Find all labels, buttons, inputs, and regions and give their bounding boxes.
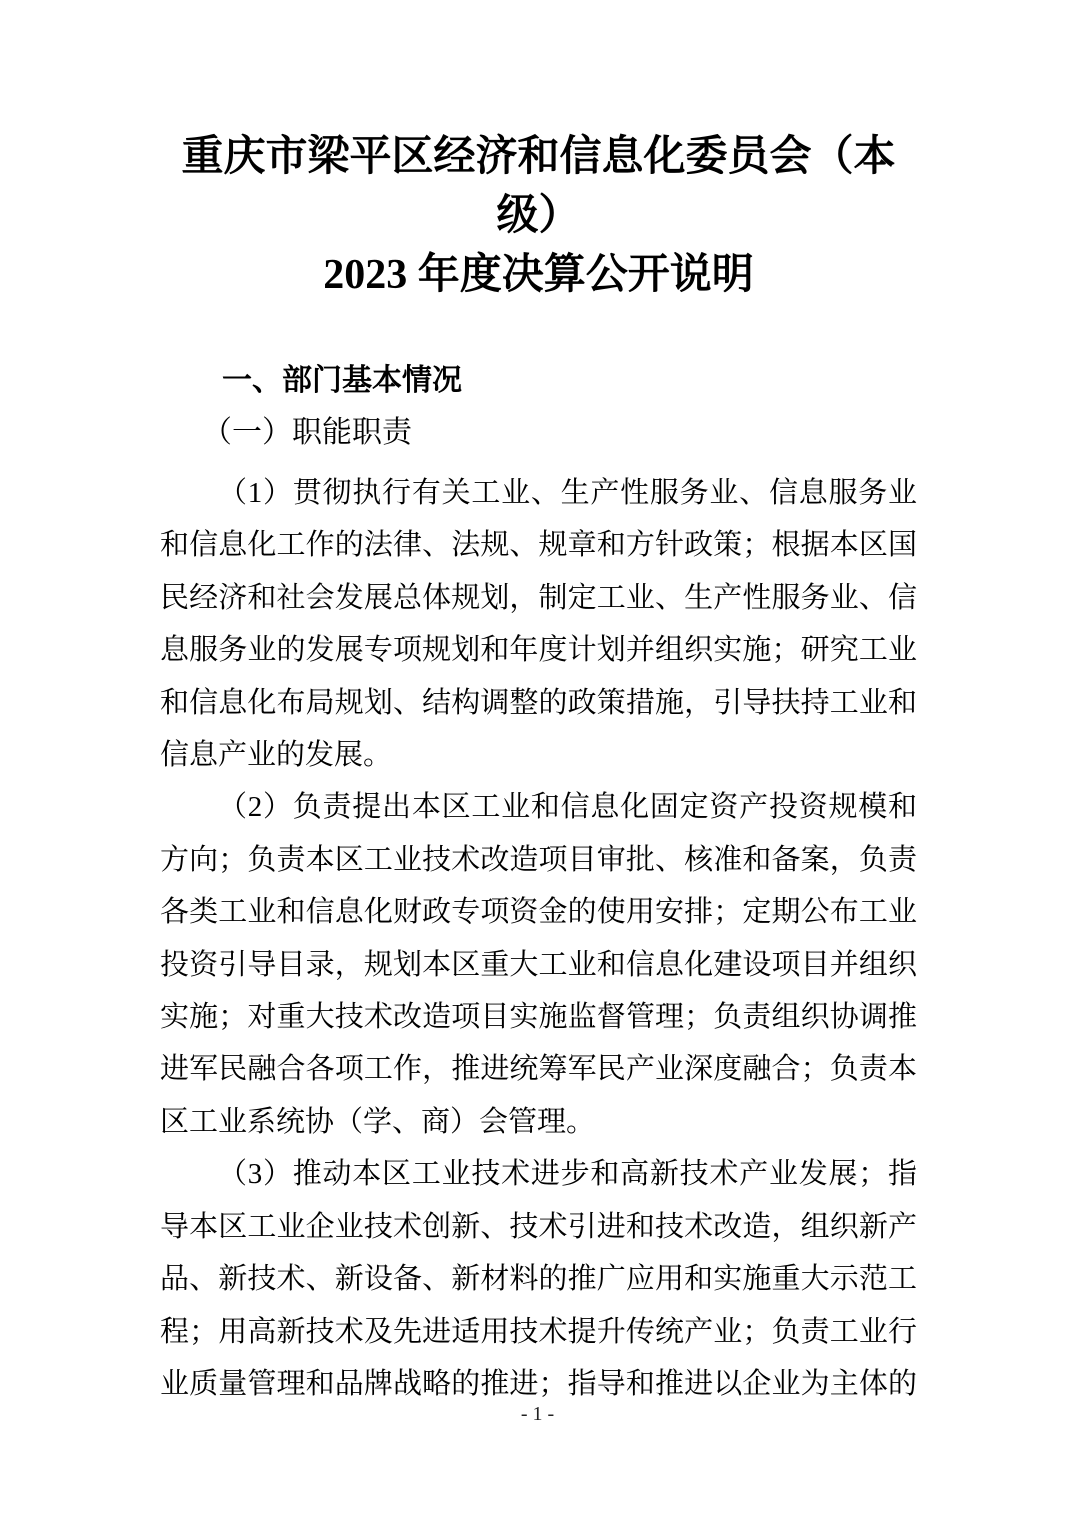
document-content <box>160 0 917 1410</box>
body-paragraphs <box>160 467 917 1410</box>
paragraph-line: 程；用高新技术及先进适用技术提升传统产业；负责工业行 <box>160 1315 917 1348</box>
paragraph-line: 和信息化布局规划、结构调整的政策措施，引导扶持工业和 <box>160 686 917 719</box>
paragraph-line: 区工业系统协（学、商）会管理。 <box>160 1105 596 1138</box>
paragraph-line: 各类工业和信息化财政专项资金的使用安排；定期公布工业 <box>160 896 917 929</box>
paragraph-line: 进军民融合各项工作，推进统筹军民产业深度融合；负责本 <box>160 1053 917 1086</box>
subsection-heading: （一）职能职责 <box>202 416 412 449</box>
paragraph-line: 民经济和社会发展总体规划，制定工业、生产性服务业、信 <box>160 581 917 614</box>
paragraph-1 <box>160 467 917 781</box>
paragraph-line: 业质量管理和品牌战略的推进；指导和推进以企业为主体的 <box>160 1367 917 1400</box>
paragraph-line: 方向；负责本区工业技术改造项目审批、核准和备案，负责 <box>160 843 917 876</box>
paragraph-line: 和信息化工作的法律、法规、规章和方针政策；根据本区国 <box>160 529 917 562</box>
document-title-line-1: 重庆市梁平区经济和信息化委员会（本级） <box>181 134 896 239</box>
paragraph-line: （2）负责提出本区工业和信息化固定资产投资规模和 <box>218 791 917 824</box>
paragraph-line: 信息产业的发展。 <box>160 739 393 772</box>
paragraph-line: 品、新技术、新设备、新材料的推广应用和实施重大示范工 <box>160 1263 917 1296</box>
paragraph-line: 投资引导目录，规划本区重大工业和信息化建设项目并组织 <box>160 948 917 981</box>
paragraph-line: （3）推动本区工业技术进步和高新技术产业发展；指 <box>218 1158 917 1191</box>
paragraph-2 <box>160 781 917 1148</box>
paragraph-3 <box>160 1148 917 1410</box>
paragraph-line: 导本区工业企业技术创新、技术引进和技术改造，组织新产 <box>160 1210 917 1243</box>
document-title-line-2: 2023 年度决算公开说明 <box>323 252 754 298</box>
paragraph-line: 息服务业的发展专项规划和年度计划并组织实施；研究工业 <box>160 634 917 667</box>
page-number: - 1 - <box>520 1403 555 1425</box>
section-heading: 一、部门基本情况 <box>222 364 462 397</box>
document-title <box>160 128 917 305</box>
paragraph-line: 实施；对重大技术改造项目实施监督管理；负责组织协调推 <box>160 1001 917 1034</box>
paragraph-line: （1）贯彻执行有关工业、生产性服务业、信息服务业 <box>218 477 917 509</box>
